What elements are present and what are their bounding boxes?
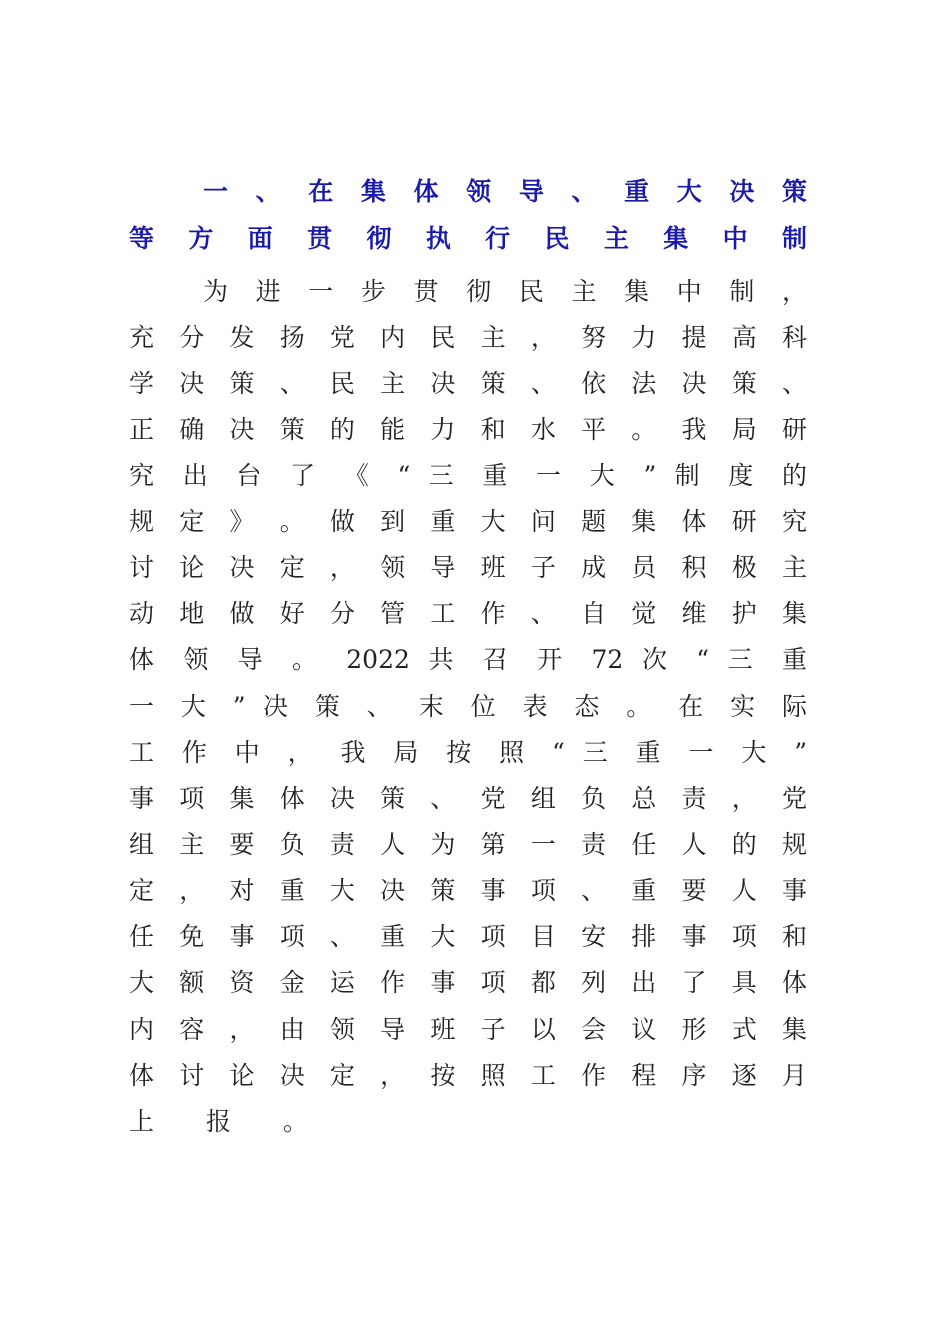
body-line-15: 任 免 事 项 、 重 大 项 目 安 排 事 项 和 <box>129 922 807 951</box>
body-line-13: 组 主 要 负 责 人 为 第 一 责 任 人 的 规 <box>129 830 807 859</box>
body-line-12: 事 项 集 体 决 策 、 党 组 负 总 责 ， 党 <box>129 784 807 813</box>
body-line-2: 充 分 发 扬 党 内 民 主 ， 努 力 提 高 科 <box>129 323 807 352</box>
heading-line-2: 等 方 面 贯 彻 执 行 民 主 集 中 制 <box>129 224 807 253</box>
heading-line-1: 一 、 在 集 体 领 导 、 重 大 决 策 <box>203 177 807 206</box>
body-line-7: 讨 论 决 定 ， 领 导 班 子 成 员 积 极 主 <box>129 553 807 582</box>
body-line-5: 究 出 台 了 《 “ 三 重 一 大 ” 制 度 的 <box>129 461 807 490</box>
body-line-14: 定 ， 对 重 大 决 策 事 项 、 重 要 人 事 <box>129 876 807 905</box>
body-line-8: 动 地 做 好 分 管 工 作 、 自 觉 维 护 集 <box>129 599 807 628</box>
body-line-19: 上 报 。 <box>129 1107 330 1136</box>
body-line-18: 体 讨 论 决 定 ， 按 照 工 作 程 序 逐 月 <box>129 1061 807 1090</box>
body-line-3: 学 决 策 、 民 主 决 策 、 依 法 决 策 、 <box>129 369 807 398</box>
body-line-6: 规 定 》 。 做 到 重 大 问 题 集 体 研 究 <box>129 507 807 536</box>
body-line-9: 体 领 导 。 2022 共 召 开 72 次 “ 三 重 <box>129 645 807 674</box>
body-line-10: 一 大 ” 决 策 、 末 位 表 态 。 在 实 际 <box>129 692 807 721</box>
body-line-16: 大 额 资 金 运 作 事 项 都 列 出 了 具 体 <box>129 968 807 997</box>
body-line-11: 工 作 中 ， 我 局 按 照 “ 三 重 一 大 ” <box>129 738 807 767</box>
body-line-17: 内 容 ， 由 领 导 班 子 以 会 议 形 式 集 <box>129 1015 807 1044</box>
body-line-1: 为 进 一 步 贯 彻 民 主 集 中 制 ， <box>203 277 807 306</box>
body-line-4: 正 确 决 策 的 能 力 和 水 平 。 我 局 研 <box>129 415 807 444</box>
